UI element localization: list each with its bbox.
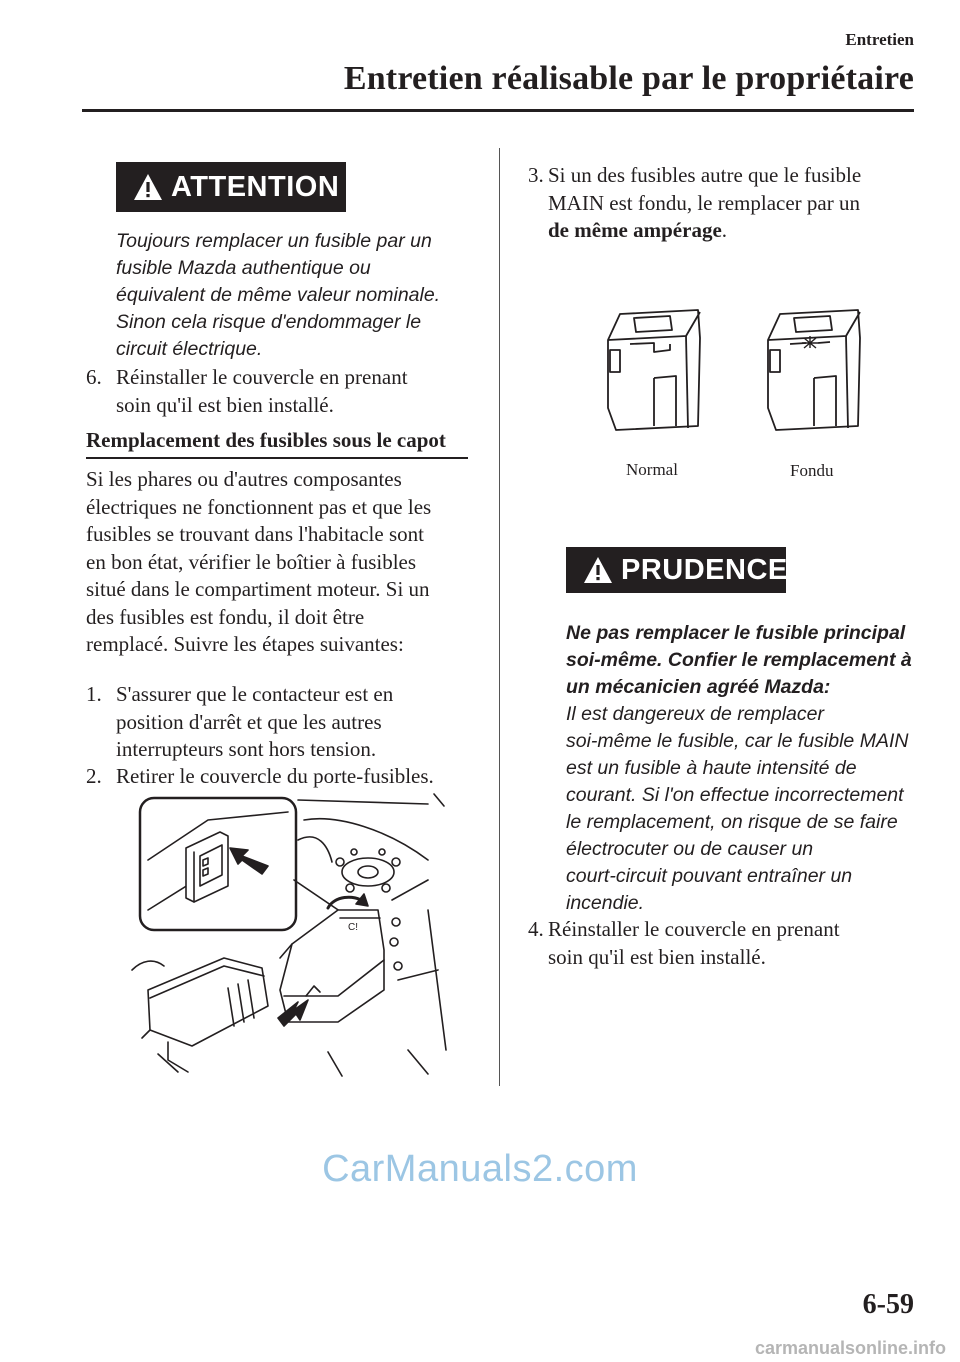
step-emphasis: de même ampérage [548,218,722,242]
prudence-line: Il est dangereux de remplacer [566,703,824,725]
step-line: Retirer le couvercle du porte-fusibles. [116,764,434,788]
intro-line: remplacé. Suivre les étapes suivantes: [86,632,404,656]
attention-line: circuit électrique. [116,338,263,360]
engine-fuse-box-illustration [128,790,458,1080]
attention-line: équivalent de même valeur nominale. [116,284,441,306]
step-line: S'assurer que le contacteur est en [116,682,394,706]
prudence-label: PRUDENCE [621,553,788,586]
step-line: Réinstaller le couvercle en prenant [116,365,408,389]
intro-line: électriques ne fonctionnent pas et que les [86,494,432,519]
section-intro [86,466,486,659]
attention-badge [116,162,346,212]
intro-line: des fusibles est fondu, il doit être [86,604,365,629]
watermark: CarManuals2.com [322,1148,638,1190]
step-line: soin qu'il est bien installé. [116,392,334,417]
prudence-line: électrocuter ou de causer un [566,838,814,860]
step-number: 4. [528,917,544,941]
step-number: 6. [86,365,102,389]
step-line: MAIN est fondu, le remplacer par un [548,190,860,215]
page-title: Entretien réalisable par le propriétaire [343,60,914,97]
step-line [548,217,928,245]
prudence-line: le remplacement, on risque de se faire [566,811,898,833]
prudence-line: est un fusible à haute intensité de [566,757,857,779]
header-rule [82,109,914,112]
prudence-bold-line: soi-même. Confier le remplacement à [566,649,912,671]
blown-fuse-illustration [760,308,868,434]
warning-icon [583,556,613,584]
step-line: Réinstaller le couvercle en prenant [548,917,840,941]
step-line: interrupteurs sont hors tension. [116,737,377,761]
step-line: position d'arrêt et que les autres [116,709,382,734]
prudence-text [566,620,946,917]
attention-line: Sinon cela risque d'endommager le [116,311,422,333]
intro-line: situé dans le compartiment moteur. Si un [86,577,430,601]
chapter-label: Entretien [845,30,914,49]
step-number: 2. [86,764,102,788]
prudence-line: incendie. [566,892,645,914]
step-number: 3. [528,163,544,187]
attention-line: Toujours remplacer un fusible par un [116,230,432,252]
caption-normal: Normal [626,460,678,479]
step-line: Si un des fusibles autre que le fusible [548,163,862,187]
step-tail: . [721,218,728,242]
prudence-line: courant. Si l'on effectue incorrectement [566,784,904,806]
attention-text [116,228,476,363]
prudence-line: soi-même le fusible, car le fusible MAIN [566,730,909,752]
page-number: 6-59 [862,1289,914,1320]
prudence-badge [566,547,786,593]
normal-fuse-illustration [600,308,708,434]
section-heading: Remplacement des fusibles sous le capot [86,428,468,459]
intro-line: Si les phares ou d'autres composantes [86,467,402,491]
svg-text:C!: C! [348,922,358,933]
attention-line: fusible Mazda authentique ou [116,257,371,279]
step-line: soin qu'il est bien installé. [548,944,766,969]
footer-site-link[interactable]: carmanualsonline.info [754,1338,946,1358]
prudence-bold-line: un mécanicien agréé Mazda: [566,676,831,698]
prudence-bold-line: Ne pas remplacer le fusible principal [566,622,906,644]
intro-line: fusibles se trouvant dans l'habitacle sont [86,522,424,546]
attention-label: ATTENTION [171,170,340,203]
caption-blown: Fondu [790,461,834,480]
step-number: 1. [86,682,102,706]
column-divider [499,148,500,1086]
warning-icon [133,173,163,201]
intro-line: en bon état, vérifier le boîtier à fusibles [86,549,417,574]
prudence-line: court-circuit pouvant entraîner un [566,865,853,887]
